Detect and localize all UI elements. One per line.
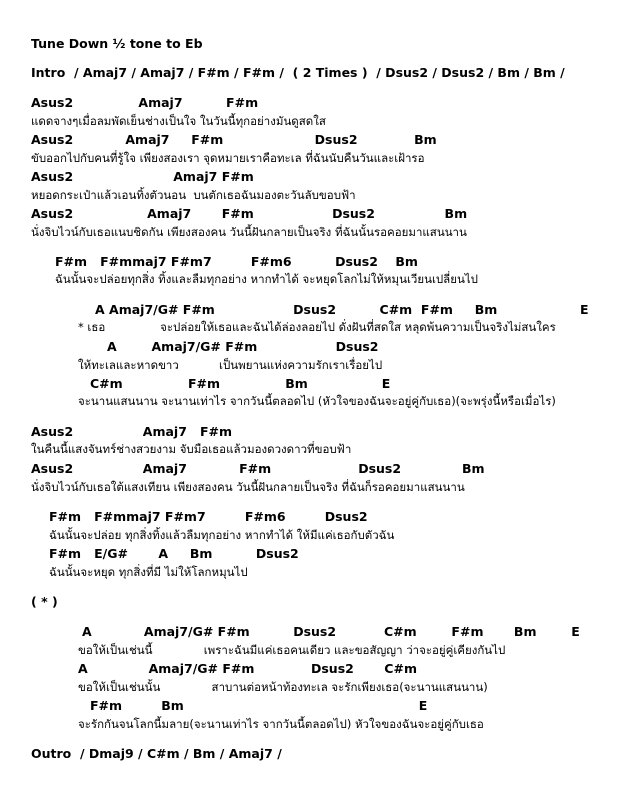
intro-progression: Intro / Amaj7 / Amaj7 / F#m / F#m / ( 2 Times ) / Dsus2 / Dsus2 / Bm / Bm / (31, 65, 565, 80)
lyric-line: แดดจางๆเมื่อลมพัดเย็นช่างเป็นใจ ในวันนี้ทุกอย่างมันดูสดใส (31, 114, 326, 128)
chorus-repeat-marker: ( * ) (31, 594, 58, 609)
chord-line: A Amaj7/G# F#m Dsus2 C#m (78, 661, 417, 676)
lyric-line: ฉันนั้นจะหยุด ทุกสิ่งที่มี ไม่ให้โลกหมุนไป (49, 565, 248, 579)
lyric-line: ฉันนั้นจะปล่อยทุกสิ่ง ทิ้งและลืมทุกอย่าง หากทำได้ จะหยุดโลกไม่ให้หมุนเวียนเปลี่ยนไป (55, 272, 478, 286)
lyric-line: จะนานแสนนาน จะนานเท่าไร จากวันนี้ตลอดไป (หัวใจของฉันจะอยู่คู่กับเธอ)(จะพรุ่งนี้หรือเมื่อไร) (78, 394, 556, 408)
chord-line: Asus2 Amaj7 F#m Dsus2 Bm (31, 461, 485, 476)
chord-line: Asus2 Amaj7 F#m (31, 95, 259, 110)
outro-progression: Outro / Dmaj9 / C#m / Bm / Amaj7 / (31, 746, 282, 761)
chord-line: A Amaj7/G# F#m Dsus2 C#m F#m Bm E (82, 624, 580, 639)
chord-line: A Amaj7/G# F#m Dsus2 (107, 339, 379, 354)
chord-line: Asus2 Amaj7 F#m (31, 169, 254, 184)
lyric-line: ฉันนั้นจะปล่อย ทุกสิ่งทิ้งแล้วลืมทุกอย่าง หากทำได้ ให้มีแค่เธอกับตัวฉัน (49, 528, 395, 542)
chord-line: Asus2 Amaj7 F#m (31, 424, 232, 439)
chord-line: Asus2 Amaj7 F#m Dsus2 Bm (31, 206, 468, 221)
lyric-line: ในคืนนี้แสงจันทร์ช่างสวยงาม จับมือเธอแล้วมองดวงดาวที่ขอบฟ้า (31, 442, 352, 456)
chord-line: F#m E/G# A Bm Dsus2 (49, 546, 299, 561)
lyric-line: ขอให้เป็นเช่นนี้ เพราะฉันมีแค่เธอคนเดียว และขอสัญญา ว่าจะอยู่คู่เคียงกันไป (78, 643, 506, 657)
lyric-line: ขอให้เป็นเช่นนั้น สาบานต่อหน้าท้องทะเล จะรักเพียงเธอ(จะนานแสนนาน) (78, 680, 488, 694)
chord-line: F#m F#mmaj7 F#m7 F#m6 Dsus2 Bm (55, 254, 418, 269)
chord-line: C#m F#m Bm E (90, 376, 391, 391)
lyric-line: ขับออกไปกับคนที่รู้ใจ เพียงสองเรา จุดหมายเราคือทะเล ที่ฉันนับคืนวันและเฝ้ารอ (31, 151, 425, 165)
lyric-line: นั่งจิบไวน์กับเธอใต้แสงเทียน เพียงสองคน วันนี้ฝันกลายเป็นจริง ที่ฉันก็รอคอยมาแสนนาน (31, 480, 465, 494)
chord-line: Asus2 Amaj7 F#m Dsus2 Bm (31, 132, 437, 147)
lyric-line: จะรักกันจนโลกนี้มลาย(จะนานเท่าไร จากวันนี้ตลอดไป) หัวใจของฉันจะอยู่คู่กับเธอ (78, 717, 484, 731)
chord-line: F#m F#mmaj7 F#m7 F#m6 Dsus2 (49, 509, 368, 524)
lyric-line: หยอดกระเป๋าแล้วเอนทิ้งตัวนอน บนตักเธอฉันมองตะวันลับขอบฟ้า (31, 188, 356, 202)
lyric-line: ให้ทะเลและหาดขาว เป็นพยานแห่งความรักเราเรื่อยไป (78, 358, 383, 372)
lyric-line: * เธอ จะปล่อยให้เธอและฉันได้ล่องลอยไป ดั่งฝันที่สดใส หลุดพ้นความเป็นจริงไม่สนใคร (78, 320, 556, 334)
lyric-line: นั่งจิบไวน์กับเธอแนบชิดกัน เพียงสองคน วันนี้ฝันกลายเป็นจริง ที่ฉันนั้นรอคอยมาแสนนาน (31, 225, 467, 239)
chord-line: F#m Bm E (90, 698, 428, 713)
chord-line: A Amaj7/G# F#m Dsus2 C#m F#m Bm E (95, 302, 589, 317)
tuning-note: Tune Down ½ tone to Eb (31, 36, 203, 51)
